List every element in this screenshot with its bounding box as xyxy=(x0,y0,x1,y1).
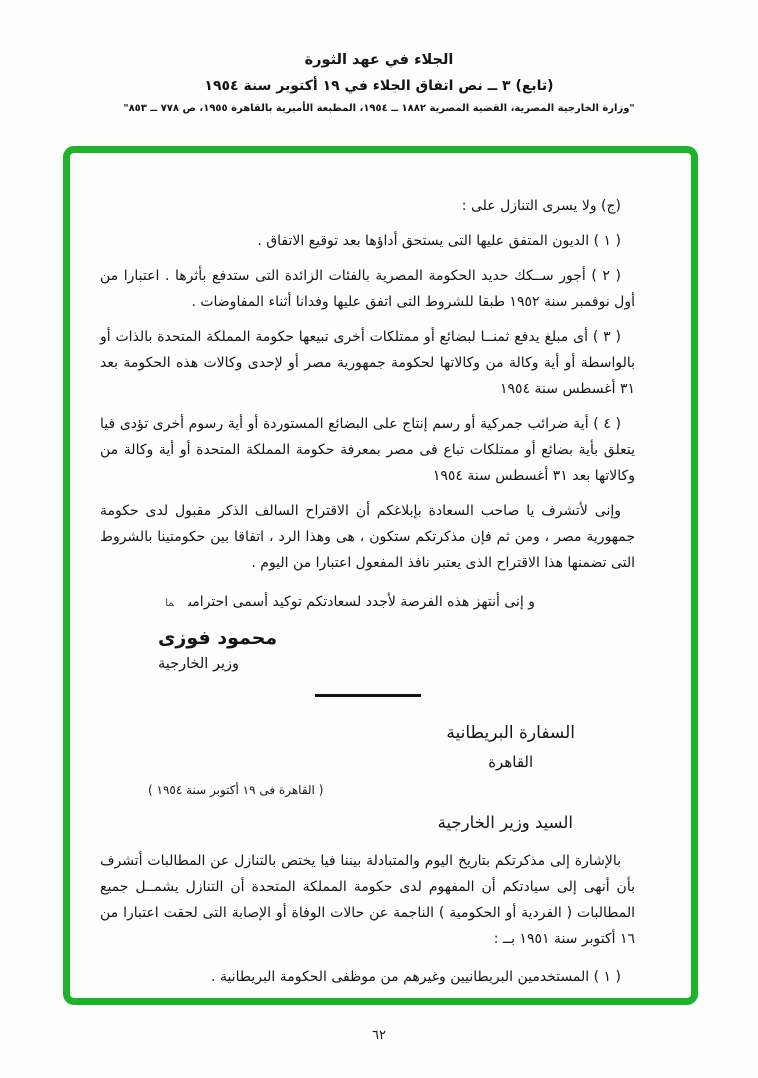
source-citation: "وزارة الخارجية المصرية، القضية المصرية ١٨٨٢ ــ ١٩٥٤، المطبعة الأميرية بالقاهرة ١٩٥٥، ص ٧٧٨ ــ ٨٥٣" xyxy=(123,103,635,114)
closing-text: و إنى أنتهز هذه الفرصة لأجدد لسعادتكم توكيد أسمى احترامى xyxy=(188,594,535,610)
green-highlight-box xyxy=(63,146,698,1005)
embassy-city: القاهرة xyxy=(488,753,534,771)
numbered-item-3: ( ٣ ) أى مبلغ يدفع ثمنــا لبضائع أو ممتلكات أخرى تبيعها حكومة المملكة المتحدة بالذات أو بالواسطة أو أية وكالة من وكالاتها لحكومة جمهورية مصر أو لإحدى وكالات هذه الحكومة بعد ٣١ أغسطس سنة ١٩٥٤ xyxy=(100,329,635,397)
signature-name: محمود فوزى xyxy=(158,627,278,649)
numbered-item-2: ( ٢ ) أجور ســكك حديد الحكومة المصرية بالفئات الزائدة التى ستدفع بأثرها . اعتبارا من أول نوفمبر سنة ١٩٥٢ طبقا للشروط التى اتفق عليها وفدانا أثناء المفاوضات . xyxy=(100,268,635,310)
british-letter-body: بالإشارة إلى مذكرتكم بتاريخ اليوم والمتبادلة بيننا فيا يختص بالتنازل عن المطالبات أتشرف بأن أنهى إلى سيادتكم أن المفهوم لدى حكومة المملكة المتحدة أن التنازل يشمــل جميع المطالبات ( الفردية أو الحكومية ) الناجمة عن حالات الوفاة أو الإصابة التى لحقت اعتبارا من ١٦ أكتوبر سنة ١٩٥١ بــ : xyxy=(100,853,635,947)
embassy-letterhead-wrap xyxy=(446,723,575,771)
letter-reply-body xyxy=(100,193,635,990)
letter-dateline: ( القاهرة فى ١٩ أكتوبر سنة ١٩٥٤ ) xyxy=(148,783,324,797)
numbered-item-1: ( ١ ) الديون المتفق عليها التى يستحق أداؤها بعد توقيع الاتفاق . xyxy=(257,233,621,249)
letter-salutation: السيد وزير الخارجية xyxy=(437,813,573,832)
numbered-item-4: ( ٤ ) أية ضرائب جمركية أو رسم إنتاج على البضائع المستوردة أو أية رسوم أخرى تؤدى فيا يتعلق بأية بضائع أو ممتلكات تباع فى مصر بمعرفة حكومة المملكة المتحدة أو أية وكالة من وكالاتها بعد ٣١ أغسطس سنة ١٩٥٤ xyxy=(100,416,635,484)
british-item-1: ( ١ ) المستخدمين البريطانيين وغيرهم من موظفى الحكومة البريطانية . xyxy=(211,969,621,985)
page-subtitle: (تابع) ٣ ــ نص اتفاق الجلاء في ١٩ أكتوبر سنة ١٩٥٤ xyxy=(204,78,554,94)
embassy-letterhead xyxy=(100,723,635,771)
signature-title: وزير الخارجية xyxy=(158,656,239,672)
acceptance-paragraph: وإنى لأتشرف يا صاحب السعادة بإبلاغكم أن الاقتراح السالف الذكر مقبول لدى حكومة جمهورية مصر ، ومن ثم فإن مذكرتكم ستكون ، هى وهذا الرد ، اتفاقا بين حكومتينا بالشروط التى تضمنها هذا الاقتراح الذى يعتبر نافذ المفعول اعتبارا من اليوم . xyxy=(100,503,635,571)
embassy-name: السفارة البريطانية xyxy=(446,723,575,743)
scan-artifact-mark: ما xyxy=(165,598,175,609)
page-title: الجلاء في عهد الثورة xyxy=(304,52,454,68)
page-number: ٦٢ xyxy=(372,1028,386,1043)
signature-block xyxy=(100,627,635,672)
section-divider-rule xyxy=(315,694,421,697)
closing-courtesy-line xyxy=(100,589,549,617)
document-header xyxy=(0,52,758,114)
clause-c-line: (ج) ولا يسرى التنازل على : xyxy=(461,198,621,214)
